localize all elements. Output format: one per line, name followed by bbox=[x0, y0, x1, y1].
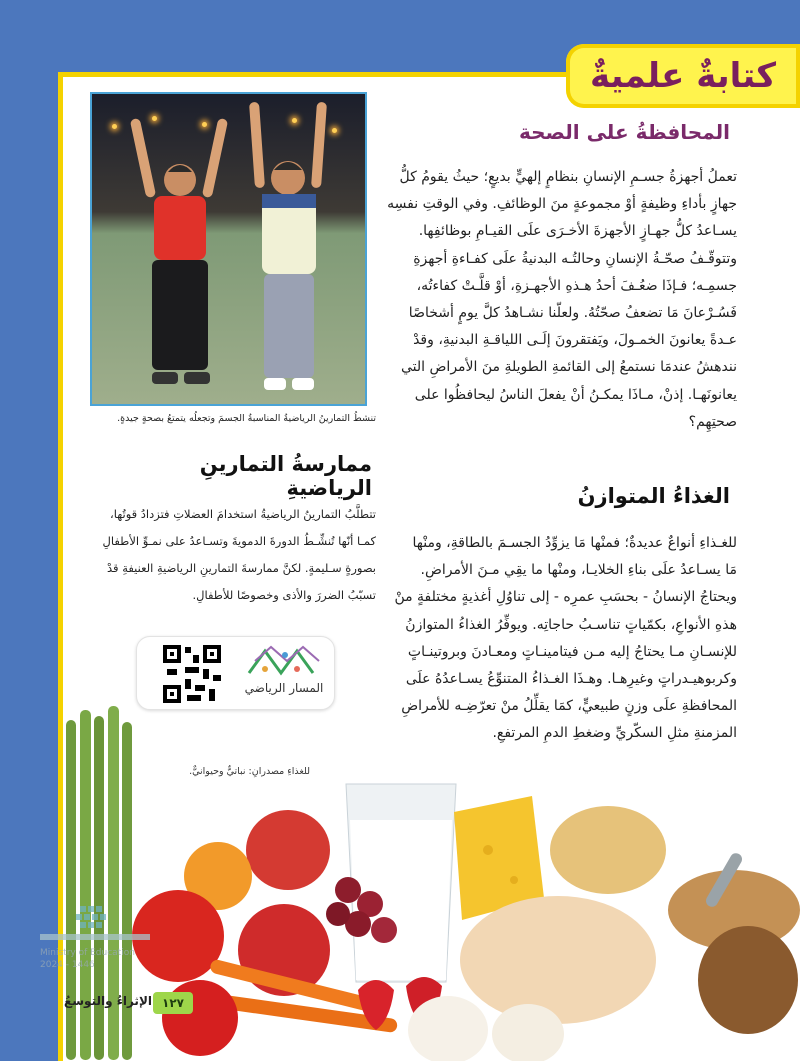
exercise-paragraph bbox=[76, 501, 376, 609]
text-line: عـدةً يعانونَ الخمـولَ، ويَفتقرونَ إلَـى اللياقـةِ البدنيةِ، وقدْ bbox=[413, 332, 737, 349]
health-section-title: المحافظةُ على الصحة bbox=[518, 120, 730, 144]
text-line: تسبّبُ الضررَ والأذى وخصوصًا للأطفالِ. bbox=[192, 588, 376, 602]
text-line: يسـاعدُ كلُّ جهـازٍ الأجهزةَ الأخـرَى علَى القيـامِ بوظائفِها. bbox=[418, 223, 737, 240]
text-line: جسمِـه؛ فـإذَا ضعُـفَ أحدُ هـذهِ الأجهـزةِ، أوْ قلَّـتْ كفاءتُه، bbox=[416, 277, 737, 294]
egg bbox=[408, 996, 488, 1061]
text-line: بصورةٍ سـليمةٍ. لكنَّ ممارسةَ التمارينِ الرياضيةِ العنيفةِ قدْ bbox=[107, 561, 376, 575]
photo-caption: تنشطُ التمارينُ الرياضيةُ المناسبةُ الجسمَ وتجعلُه يتمتعُ بصحةٍ جيدةٍ. bbox=[117, 413, 376, 424]
exercise-section-title: ممارسةُ التمارينِ الرياضيةِ bbox=[199, 452, 372, 500]
child-white-shirt bbox=[232, 100, 352, 400]
text-line: فَسُـرْعانَ مَا تضعفُ صحّتُهُ. ولعلّنا نشـاهدُ كلَّ يومٍ أشخاصًا bbox=[408, 305, 737, 322]
raw-chicken bbox=[460, 896, 656, 1024]
glass-of-milk bbox=[346, 784, 456, 982]
text-line: كمـا أنّها تُنشِّـطُ الدورةَ الدمويةَ وتسـاعدُ على نمـوِّ الأطفالِ bbox=[102, 534, 376, 548]
text-line: وتتوقّـفُ صحّـةُ الإنسانِ وحالتُـه البدنيةُ علَى كفـاءةِ أجهزةِ bbox=[413, 250, 737, 267]
sports-path-logo bbox=[245, 643, 325, 679]
child-red-shirt bbox=[122, 114, 242, 404]
text-line: للغـذاءِ أنواعٌ عديدةٌ؛ فمنْها مَا يزوِّدُ الجسـمَ بالطاقةِ، ومنْها bbox=[412, 535, 737, 551]
food-section-title: الغذاءُ المتوازنُ bbox=[577, 484, 730, 508]
food-sources-note: للغذاءِ مصدرانِ: نباتيٌّ وحيوانيٌّ. bbox=[189, 766, 310, 777]
text-line: جهازٍ بأداءِ وظيفةٍ أوْ مجموعةٍ منَ الوظائفِ. وفي الوقتِ نفسِه bbox=[387, 196, 737, 213]
ministry-logo-icon bbox=[40, 902, 150, 946]
text-line: وكربوهيـدراتٍ وغيرِهـا. وهـذَا الغـذاءُ المتنوِّعُ يسـاعدُهُ علَى bbox=[405, 671, 737, 688]
footer-section-name: الإثراءُ والتوسعُ bbox=[64, 994, 152, 1008]
bread-roll bbox=[698, 926, 798, 1034]
pasta-nest bbox=[550, 806, 666, 894]
text-line: تعملُ أجهزةُ جسـمِ الإنسانِ بنظامٍ إلهيٍّ بديعٍ؛ حيثُ يقومُ كلُّ bbox=[399, 169, 737, 185]
text-line: المحافظةِ علَى وزنٍ طبيعيٍّ، كمَا يقلِّلُ منْ تعرّضِـه للأمراضِ bbox=[401, 698, 737, 715]
text-line: مَا يسـاعدُ علَى بناءِ الخلايـا، ومنْها ما يقِي مـنَ الأمراضِ. bbox=[420, 562, 737, 579]
stadium-light bbox=[112, 124, 117, 129]
app-label: المسار الرياضي bbox=[244, 681, 324, 695]
health-paragraph bbox=[383, 164, 737, 436]
watermark-line-1: Ministry of Education bbox=[40, 948, 135, 958]
section-tab bbox=[566, 44, 800, 108]
qr-code-icon[interactable] bbox=[163, 645, 221, 703]
watermark-line-2: 2024 - 1446 bbox=[40, 960, 95, 970]
text-line: يعانونَهـا. إذنْ، مـاذَا يمكـنُ أنْ يفعلَ الناسُ ليحافظُوا على bbox=[414, 386, 737, 403]
text-line: نندهشُ عندمَا نستمعُ إلى القائمةِ الطويلةِ منَ الأمراضِ التي bbox=[401, 359, 737, 376]
text-line: ويحتاجُ الإنسانُ - بحسَبِ عمرِه - إلى تناوُلِ أغذيةٍ مختلفةٍ منْ bbox=[394, 589, 737, 606]
text-line: هذهِ الأنواعِ، بكمّياتٍ تناسـبُ حاجاتِه. ويوفِّرُ الغذاءُ المتوازنُ bbox=[405, 616, 737, 633]
section-tab-label: كتابةٌ علميةٌ bbox=[589, 56, 777, 96]
text-line: المزمنةِ مثلِ السكّريِّ وضغطِ الدمِ المرتفعِ. bbox=[492, 725, 737, 742]
text-line: صحتِهِم؟ bbox=[688, 413, 737, 430]
page-number: ١٢٧ bbox=[153, 992, 193, 1014]
apple-top bbox=[246, 810, 330, 890]
text-line: تتطلَّبُ التمارينُ الرياضيةُ استخدامَ العضلاتِ فتزدادُ قوتُها، bbox=[109, 507, 376, 521]
text-line: للإنسـانِ مـا يحتاجُ إليه مـن فيتامينـاتٍ ومعـادنَ وبروتينـاتٍ bbox=[407, 643, 737, 660]
exercise-photo bbox=[90, 92, 367, 406]
ministry-watermark bbox=[40, 902, 160, 972]
app-qr-card[interactable] bbox=[136, 636, 335, 710]
